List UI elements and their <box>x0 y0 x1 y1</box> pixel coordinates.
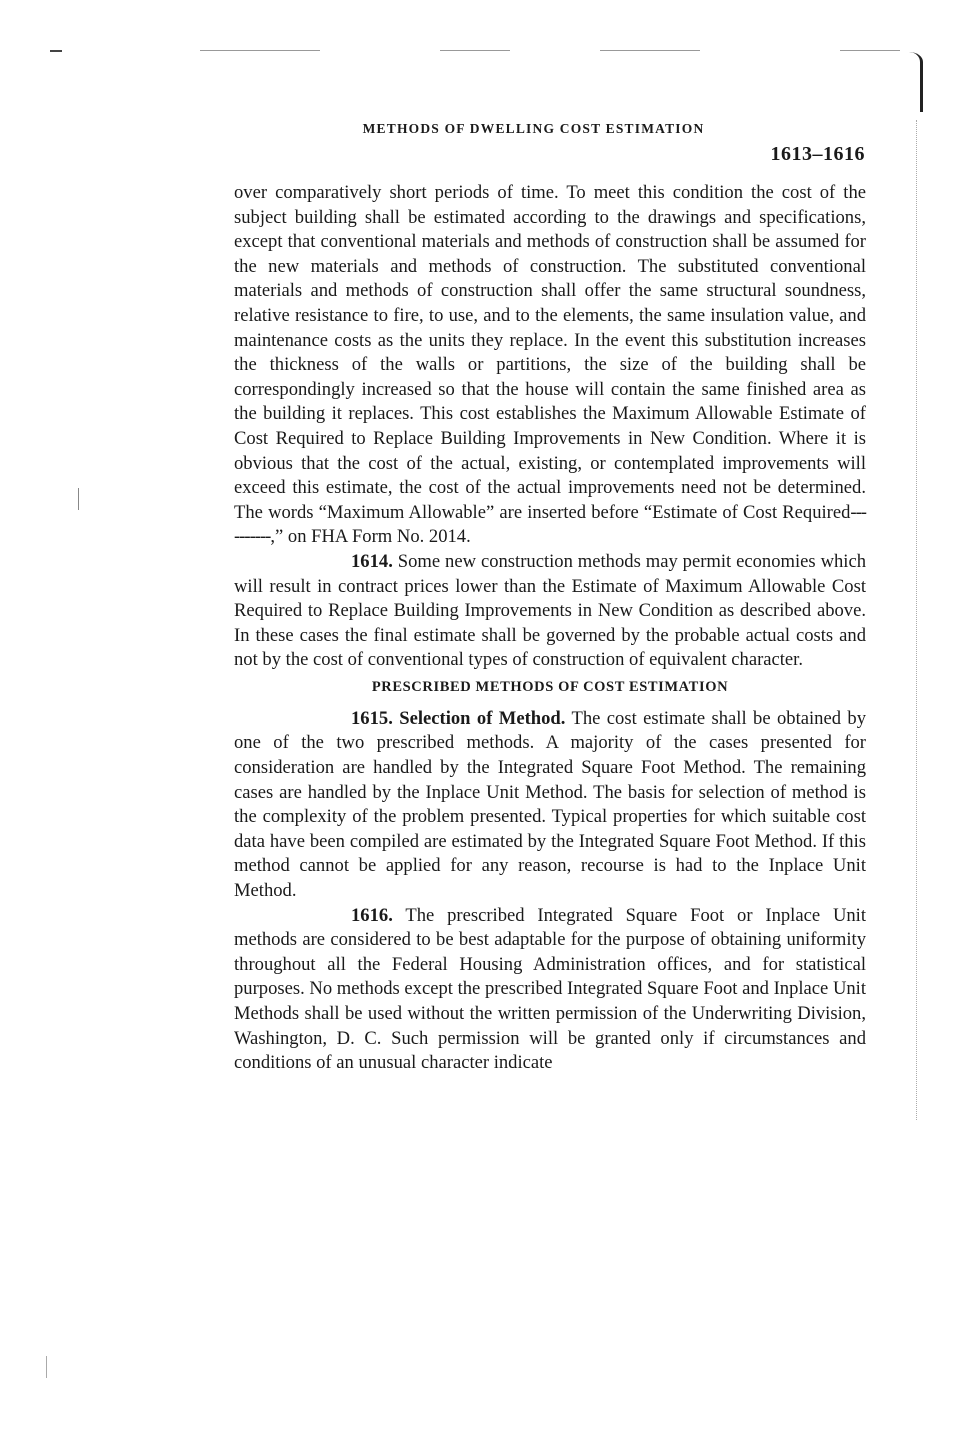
blank-dashes: ---------- <box>234 501 866 548</box>
scan-edge-top-3 <box>600 50 700 51</box>
scan-edge-right <box>916 120 918 1120</box>
paragraph-1614 <box>234 550 866 673</box>
paragraph-1616 <box>234 904 866 1076</box>
paragraph-text: over comparatively short periods of time. To meet this condition the cost of the subject building shall be estimated according to the drawings and specifications, except that conventional materials and methods of construction shall be assumed for the new materials and methods of construction. The substituted conventional materials and methods of construction shall offer the same structural soundness, relative resistance to fire, to use, and to the elements, the same insulation value, and maintenance costs as the units they replace. In the event this substitution increases the thickness of the walls or partitions, the size of the building shall be correspondingly increased so that the house will contain the same finished area as the building it replaces. This cost establishes the Maximum Allowable Estimate of Cost Required to Replace Building Improvements in New Condition. Where it is obvious that the cost of the actual, existing, or contemplated improvements will exceed this estimate, the cost of the actual improvements need not be determined. The words “Maximum Allowable” are inserted before “Estimate of Cost Required <box>234 182 866 523</box>
running-title: METHODS OF DWELLING COST ESTIMATION <box>362 121 705 136</box>
paragraph-text: The prescribed Integrated Square Foot or Inplace Unit methods are considered to be best adaptable for the purpose of obtaining uniformity throughout all the Federal Housing Administration offices, and for statistical purposes. No methods except the prescribed Integrated Square Foot and Inplace Unit Methods shall be used without the written permission of the Underwriting Division, Washington, D. C. Such permission will be granted only if circumstances and conditions of an unusual character indicate <box>234 904 867 1074</box>
paragraph-1613-continuation <box>234 181 866 550</box>
scan-mark-bottom-left <box>46 1356 47 1378</box>
section-heading: PRESCRIBED METHODS OF COST ESTIMATION <box>371 678 729 695</box>
page-range: 1613–1616 <box>770 143 865 165</box>
paragraph-text-end: ,” on FHA Form No. 2014. <box>270 526 471 548</box>
paragraph-text: Some new construction methods may permit economies which will result in contract prices lower than the Estimate of Maximum Allowable Cost Required to Replace Building Improvements in New Condition as described above. In these cases the final estimate shall be governed by the probable actual costs and not by the cost of conventional types of construction of equivalent character. <box>234 550 867 671</box>
paragraph-number: 1614. <box>351 550 393 572</box>
scan-edge-top-4 <box>840 50 900 51</box>
paragraph-text: The cost estimate shall be obtained by one of the two prescribed methods. A majority of the cases presented for consideration are handled by the Integrated Square Foot Method. The remaining cases are handled by the Inplace Unit Method. The basis for selection of method is the complexity of the problem presented. Typical properties for which suitable cost data have been compiled are estimated by the Integrated Square Foot Method. If this method cannot be applied for any reason, recourse is had to the Inplace Unit Method. <box>234 707 867 902</box>
paragraph-1615 <box>234 707 866 904</box>
scan-mark-left <box>78 488 79 510</box>
paragraph-number: 1615. Selection of Method. <box>351 707 566 729</box>
scan-edge-top-1 <box>200 50 320 51</box>
scan-edge-top-2 <box>440 50 510 51</box>
body-text <box>234 181 866 1076</box>
scan-page-curl <box>908 52 923 112</box>
scan-mark-top-left <box>50 50 62 52</box>
paragraph-number: 1616. <box>351 904 393 926</box>
